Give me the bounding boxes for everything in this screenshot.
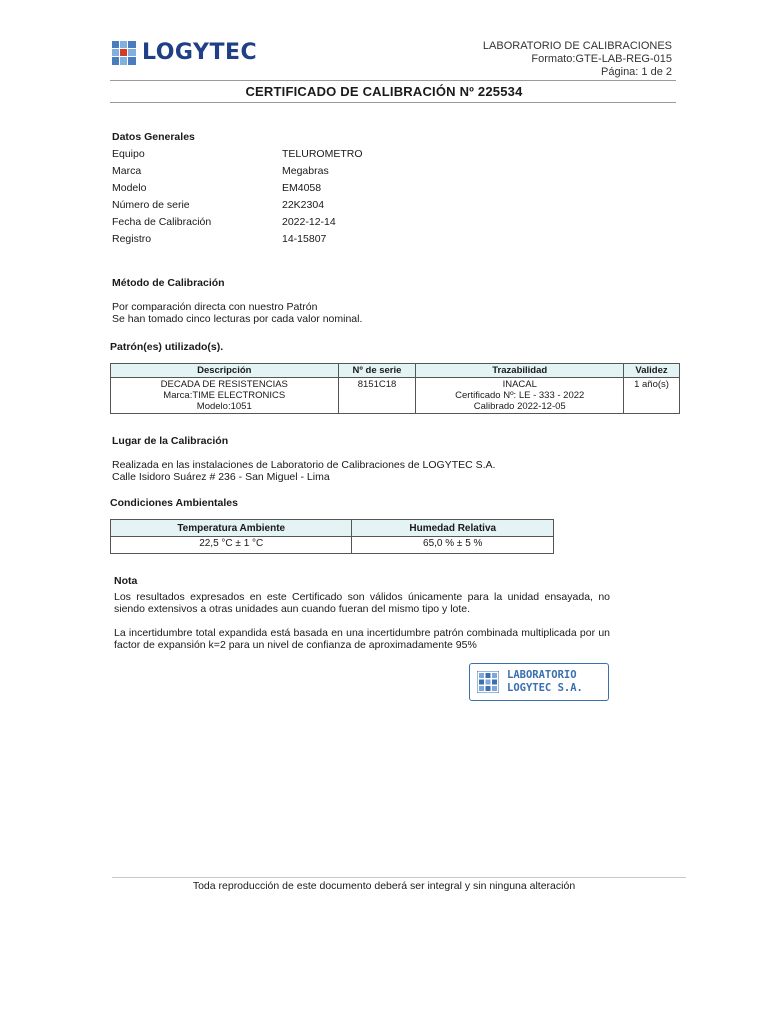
header-divider-bottom — [110, 102, 676, 103]
row-label: Registro — [112, 233, 152, 245]
serial-cell: 8151C18 — [338, 378, 416, 414]
logo-grid-icon — [112, 41, 136, 65]
patterns-heading: Patrón(es) utilizado(s). — [110, 341, 224, 353]
table-row — [111, 537, 554, 554]
row-value: Megabras — [282, 165, 329, 177]
footer-divider — [112, 877, 686, 878]
general-data-heading: Datos Generales — [112, 131, 195, 143]
general-row — [112, 148, 363, 165]
note-heading: Nota — [114, 575, 138, 587]
table-row — [111, 378, 680, 414]
row-label: Número de serie — [112, 199, 190, 211]
conditions-heading: Condiciones Ambientales — [110, 497, 238, 509]
format-code: Formato:GTE-LAB-REG-015 — [531, 53, 672, 65]
cell-line: Certificado Nº: LE - 333 - 2022 — [455, 390, 585, 401]
method-line: Se han tomado cinco lecturas por cada valor nominal. — [112, 313, 363, 325]
column-header: Descripción — [111, 364, 339, 378]
row-label: Marca — [112, 165, 142, 177]
cell-line: INACAL — [502, 379, 537, 390]
lab-name: LABORATORIO DE CALIBRACIONES — [482, 40, 672, 52]
location-heading: Lugar de la Calibración — [112, 435, 229, 447]
humidity-cell: 65,0 % ± 5 % — [352, 537, 554, 554]
note-paragraph-1: Los resultados expresados en este Certificado son válidos únicamente para la unidad ensayada, no siendo extensivos a otras unidades aun cuando fueran del mismo tipo y lote. — [114, 591, 610, 615]
column-header: Validez — [624, 364, 680, 378]
general-row — [112, 182, 363, 199]
conditions-table — [110, 519, 554, 554]
general-data-list — [112, 148, 363, 250]
header-divider-top — [110, 80, 676, 81]
stamp-line: LOGYTEC S.A. — [507, 682, 583, 694]
description-cell — [111, 378, 339, 414]
column-header: Trazabilidad — [416, 364, 624, 378]
general-row — [112, 199, 363, 216]
footer-text: Toda reproducción de este documento deberá ser integral y sin ninguna alteración — [192, 880, 576, 892]
logytec-logo — [112, 40, 257, 65]
cell-line: Modelo:1051 — [196, 401, 252, 412]
certificate-title: CERTIFICADO DE CALIBRACIÓN Nº 225534 — [245, 84, 523, 99]
patterns-table — [110, 363, 680, 414]
location-line: Realizada en las instalaciones de Laboratorio de Calibraciones de LOGYTEC S.A. — [112, 459, 496, 471]
location-line: Calle Isidoro Suárez # 236 - San Miguel - Lima — [112, 471, 330, 483]
cell-line: Marca:TIME ELECTRONICS — [163, 390, 286, 401]
column-header: Temperatura Ambiente — [111, 520, 352, 537]
validity-cell: 1 año(s) — [624, 378, 680, 414]
method-line: Por comparación directa con nuestro Patrón — [112, 301, 318, 313]
row-value: EM4058 — [282, 182, 322, 194]
table-header-row — [111, 520, 554, 537]
stamp-line: LABORATORIO — [507, 669, 577, 681]
general-row — [112, 216, 363, 233]
temperature-cell: 22,5 °C ± 1 °C — [111, 537, 352, 554]
method-text — [112, 301, 612, 325]
traceability-cell — [416, 378, 624, 414]
row-value: TELUROMETRO — [282, 148, 363, 160]
row-value: 14-15807 — [282, 233, 327, 245]
header-info — [483, 40, 672, 79]
general-row — [112, 165, 363, 182]
general-row — [112, 233, 363, 250]
row-value: 22K2304 — [282, 199, 325, 211]
cell-line: DECADA DE RESISTENCIAS — [160, 379, 288, 390]
location-text — [112, 459, 612, 483]
logo-text: LOGYTEC — [142, 40, 258, 65]
page-number: Página: 1 de 2 — [601, 66, 672, 78]
row-label: Equipo — [112, 148, 145, 160]
row-value: 2022-12-14 — [282, 216, 336, 228]
method-heading: Método de Calibración — [112, 277, 225, 289]
column-header: Nº de serie — [338, 364, 416, 378]
note-paragraph-2: La incertidumbre total expandida está basada en una incertidumbre patrón combinada multiplicada por un factor de expansión k=2 para un nivel de confianza de aproximadamente 95% — [114, 627, 610, 651]
row-label: Fecha de Calibración — [112, 216, 212, 228]
row-label: Modelo — [112, 182, 147, 194]
column-header: Humedad Relativa — [352, 520, 554, 537]
table-header-row — [111, 364, 680, 378]
laboratory-stamp — [469, 663, 609, 701]
cell-line: Calibrado 2022-12-05 — [473, 401, 566, 412]
stamp-grid-icon — [477, 671, 499, 693]
stamp-text — [507, 669, 583, 695]
